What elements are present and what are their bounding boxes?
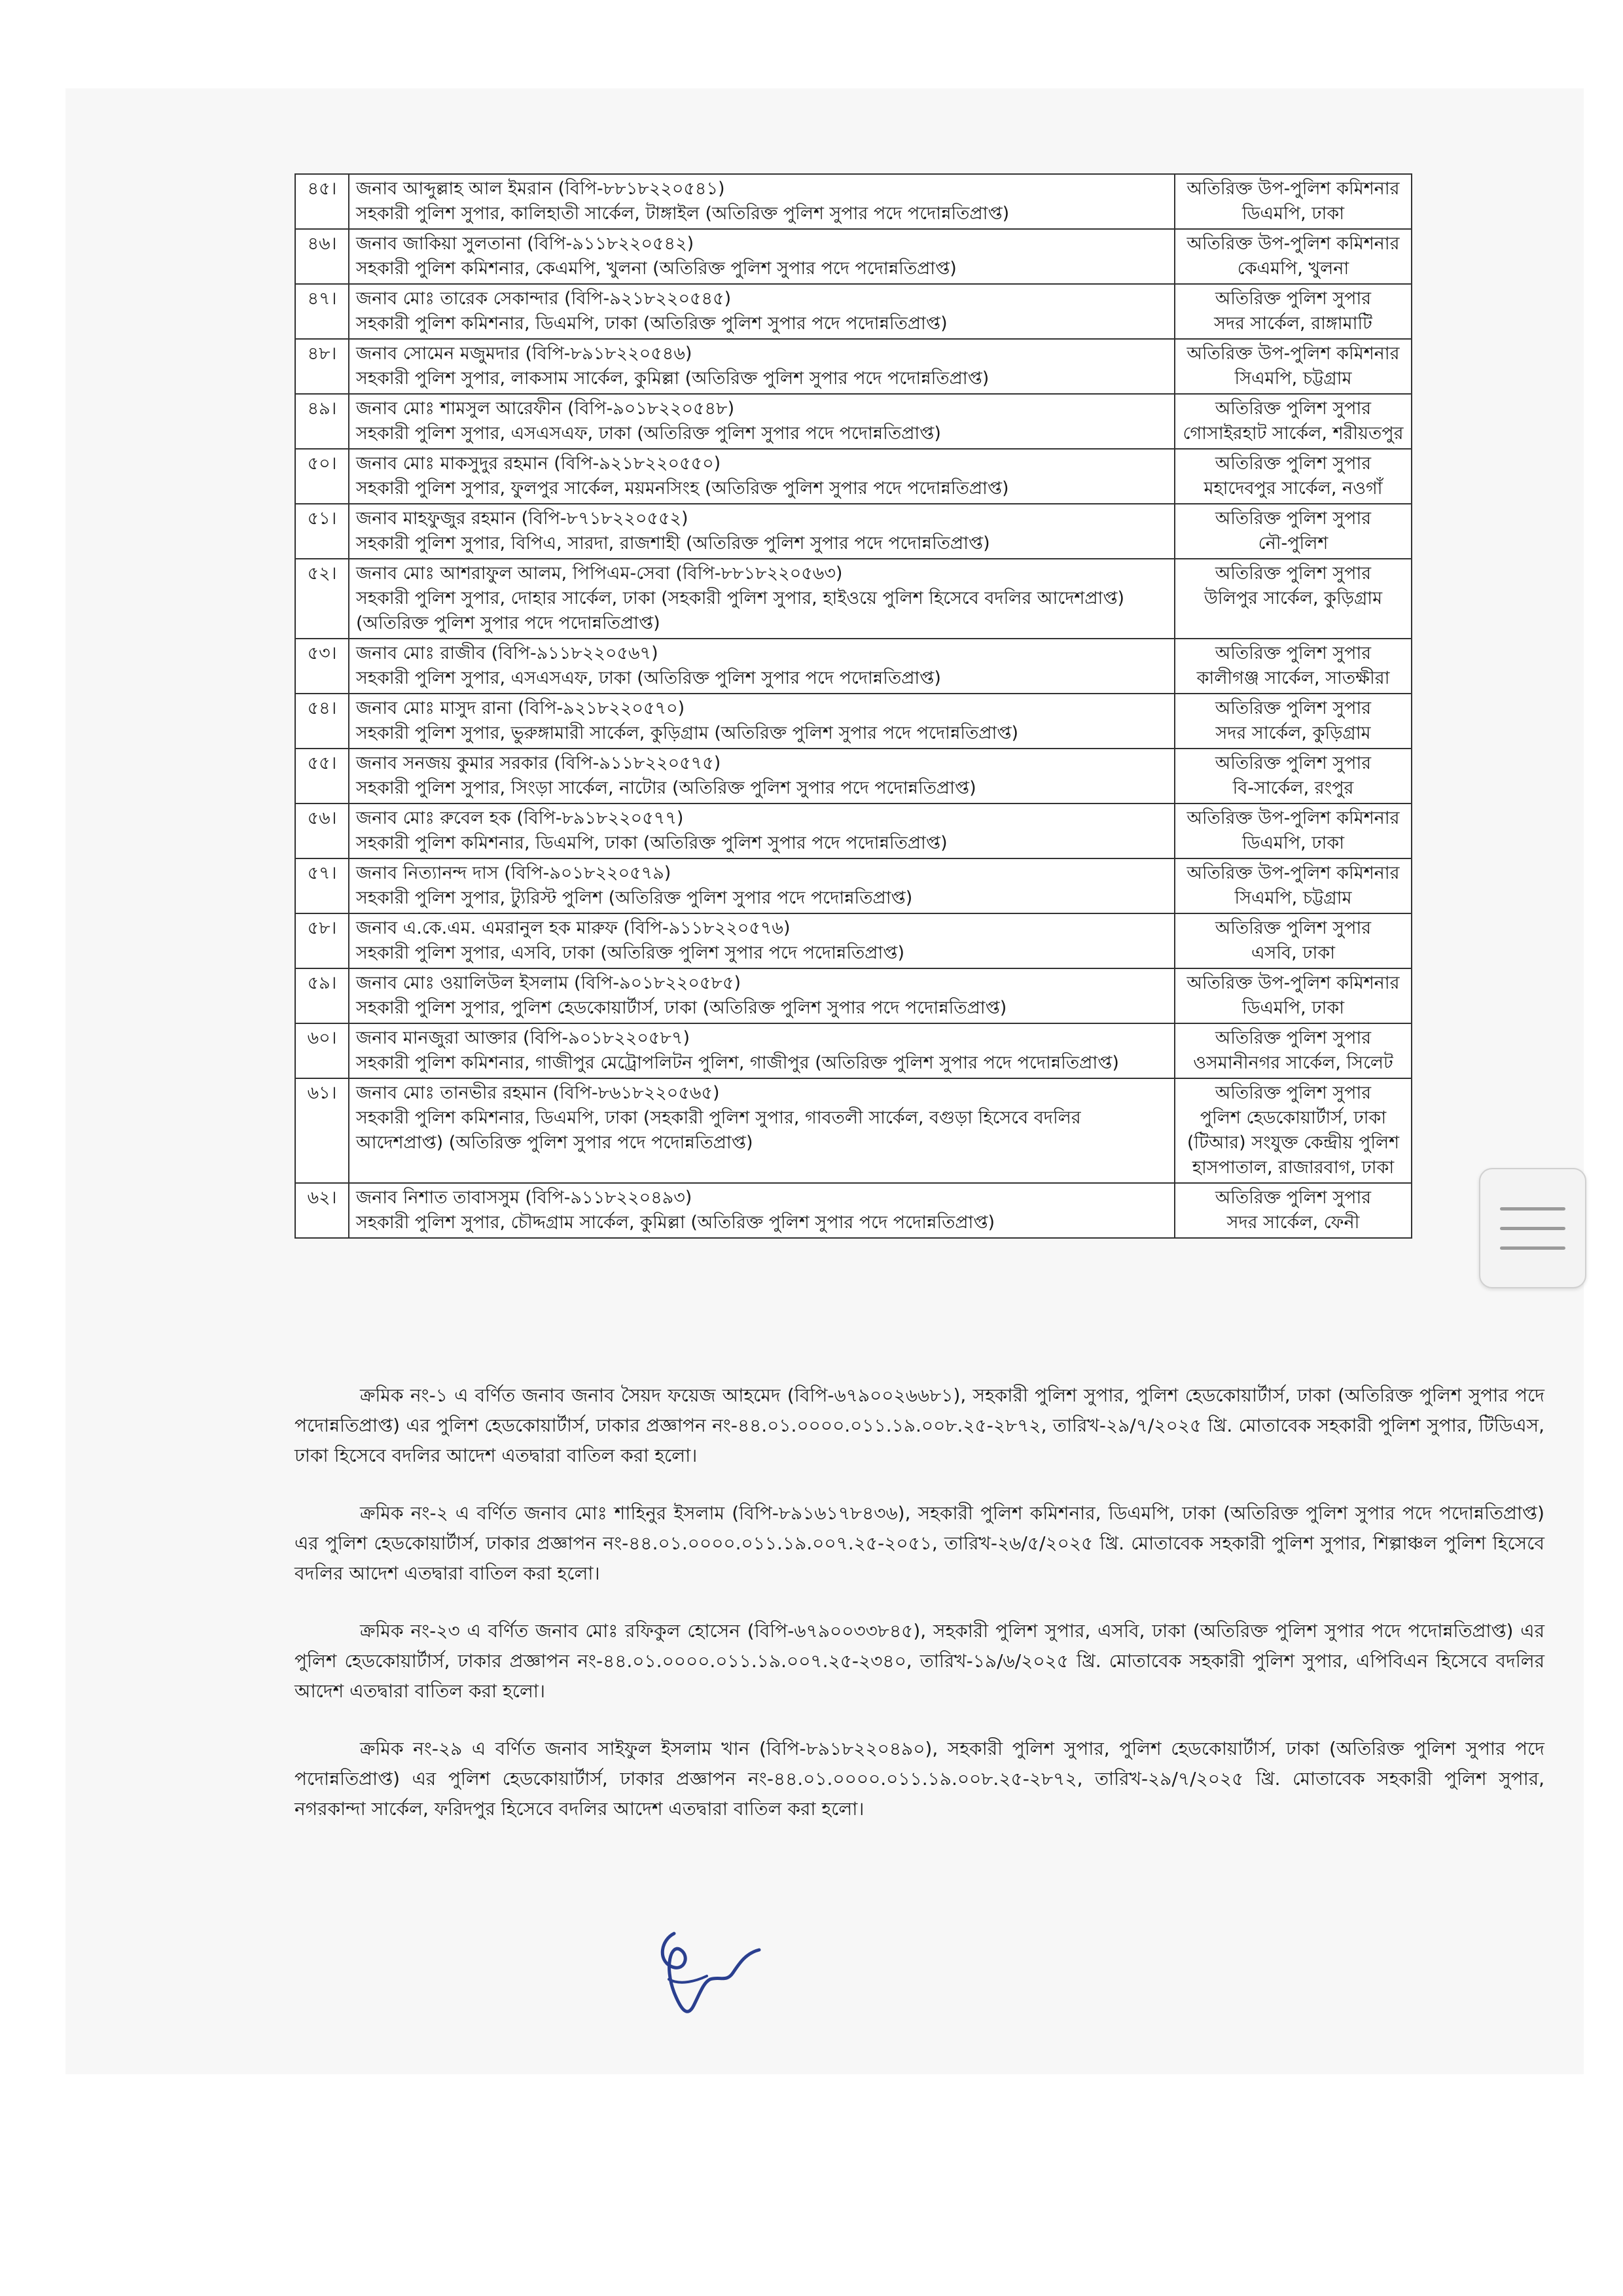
table-row [295,749,1412,804]
current-posting: সহকারী পুলিশ কমিশনার, কেএমপি, খুলনা (অতিরিক্ত পুলিশ সুপার পদে পদোন্নতিপ্রাপ্ত) [356,258,957,279]
current-posting: সহকারী পুলিশ সুপার, ট্যুরিস্ট পুলিশ (অতিরিক্ত পুলিশ সুপার পদে পদোন্নতিপ্রাপ্ত) [356,888,913,908]
new-posting-line: কালীগঞ্জ সার্কেল, সাতক্ষীরা [1196,668,1390,688]
new-posting-cell [1175,1183,1412,1238]
officer-name: জনাব নিত্যানন্দ দাস (বিপি-৯০১৮২২০৫৭৯) [356,863,671,883]
officer-description-cell [349,968,1175,1023]
officer-description-cell [349,339,1175,394]
table-body [295,174,1412,1238]
new-posting-line: অতিরিক্ত পুলিশ সুপার [1215,698,1372,718]
new-posting-line: অতিরিক্ত পুলিশ সুপার [1215,1083,1372,1103]
new-posting-line: সিএমপি, চট্টগ্রাম [1234,368,1352,389]
officer-description-cell [349,449,1175,504]
officer-name: জনাব নিশাত তাবাসসুম (বিপি-৯১১৮২২০৪৯৩) [356,1188,692,1208]
current-posting: সহকারী পুলিশ সুপার, পুলিশ হেডকোয়ার্টার্স, ঢাকা (অতিরিক্ত পুলিশ সুপার পদে পদোন্নতিপ্রাপ্ত) [356,998,1007,1018]
current-posting: সহকারী পুলিশ সুপার, বিপিএ, সারদা, রাজশাহী (অতিরিক্ত পুলিশ সুপার পদে পদোন্নতিপ্রাপ্ত) [356,533,990,554]
new-posting-cell [1175,858,1412,913]
new-posting-cell [1175,804,1412,858]
new-posting-cell [1175,339,1412,394]
officer-name: জনাব জাকিয়া সুলতানা (বিপি-৯১১৮২২০৫৪২) [356,234,694,254]
new-posting-line: অতিরিক্ত উপ-পুলিশ কমিশনার [1186,179,1400,199]
current-posting: সহকারী পুলিশ কমিশনার, ডিএমপি, ঢাকা (অতিরিক্ত পুলিশ সুপার পদে পদোন্নতিপ্রাপ্ত) [356,833,948,853]
current-posting: সহকারী পুলিশ সুপার, ভুরুঙ্গামারী সার্কেল, কুড়িগ্রাম (অতিরিক্ত পুলিশ সুপার পদে পদোন্নতিপ্রাপ্ত) [356,723,1019,743]
current-posting: সহকারী পুলিশ সুপার, সিংড়া সার্কেল, নাটোর (অতিরিক্ত পুলিশ সুপার পদে পদোন্নতিপ্রাপ্ত) [356,778,976,798]
new-posting-line: গোসাইরহাট সার্কেল, শরীয়তপুর [1183,423,1404,444]
new-posting-cell [1175,639,1412,694]
new-posting-cell [1175,449,1412,504]
current-posting: সহকারী পুলিশ কমিশনার, ডিএমপি, ঢাকা (অতিরিক্ত পুলিশ সুপার পদে পদোন্নতিপ্রাপ্ত) [356,313,948,334]
current-posting: সহকারী পুলিশ সুপার, এসএসএফ, ঢাকা (অতিরিক্ত পুলিশ সুপার পদে পদোন্নতিপ্রাপ্ত) [356,423,941,444]
table-row [295,1078,1412,1183]
serial-number-cell: ৫৯। [295,968,349,1023]
new-posting-cell [1175,1023,1412,1078]
table-row [295,1023,1412,1078]
current-posting: সহকারী পুলিশ সুপার, এসবি, ঢাকা (অতিরিক্ত পুলিশ সুপার পদে পদোন্নতিপ্রাপ্ত) [356,943,905,963]
officer-description-cell [349,1023,1175,1078]
table-row [295,229,1412,284]
new-posting-line: নৌ-পুলিশ [1258,533,1329,554]
officer-name: জনাব মোঃ মাকসুদুর রহমান (বিপি-৯২১৮২২০৫৫০) [356,453,721,474]
serial-number-cell: ৪৭। [295,284,349,339]
new-posting-line: এসবি, ঢাকা [1251,943,1336,963]
new-posting-line: সদর সার্কেল, ফেনী [1226,1212,1360,1233]
cancellation-paragraph-2: ক্রমিক নং-২ এ বর্ণিত জনাব মোঃ শাহিনুর ইসলাম (বিপি-৮৯১৬১৭৮৪৩৬), সহকারী পুলিশ কমিশনার, ডিএমপি, ঢাকা (অতিরিক্ত পুলিশ সুপার পদে পদোন্নতিপ্রাপ্ত) এর পুলিশ হেডকোয়ার্টার্স, ঢাকার প্রজ্ঞাপন নং-৪৪.০১.০০০০.০১১.১৯.০০৭.২৫-২০৫১, তারিখ-২৬/৫/২০২৫ খ্রি. মোতাবেক সহকারী পুলিশ সুপার, শিল্পাঞ্চল পুলিশ হিসেবে বদলির আদেশ এতদ্বারা বাতিল করা হলো। [294,1502,1544,1584]
officer-name: জনাব মাহফুজুর রহমান (বিপি-৮৭১৮২২০৫৫২) [356,508,688,529]
new-posting-line: বি-সার্কেল, রংপুর [1232,778,1354,798]
new-posting-line: সদর সার্কেল, রাঙ্গামাটি [1214,313,1372,334]
officer-name: জনাব মোঃ তারেক সেকান্দার (বিপি-৯২১৮২২০৫৪৫) [356,289,732,309]
new-posting-line: অতিরিক্ত পুলিশ সুপার [1215,289,1372,309]
serial-number-cell: ৪৮। [295,339,349,394]
new-posting-line: অতিরিক্ত উপ-পুলিশ কমিশনার [1186,234,1400,254]
current-posting: সহকারী পুলিশ সুপার, চৌদ্দগ্রাম সার্কেল, কুমিল্লা (অতিরিক্ত পুলিশ সুপার পদে পদোন্নতিপ্রাপ্ত) [356,1212,995,1233]
table-row [295,174,1412,229]
officer-name: জনাব সোমেন মজুমদার (বিপি-৮৯১৮২২০৫৪৬) [356,344,692,364]
current-posting: সহকারী পুলিশ সুপার, এসএসএফ, ঢাকা (অতিরিক্ত পুলিশ সুপার পদে পদোন্নতিপ্রাপ্ত) [356,668,941,688]
serial-number-cell: ৫৬। [295,804,349,858]
current-posting: সহকারী পুলিশ সুপার, দোহার সার্কেল, ঢাকা (সহকারী পুলিশ সুপার, হাইওয়ে পুলিশ হিসেবে বদলির আদেশপ্রাপ্ত) (অতিরিক্ত পুলিশ সুপার পদে পদোন্নতিপ্রাপ্ত) [356,588,1125,633]
new-posting-cell [1175,749,1412,804]
table-row [295,968,1412,1023]
cancellation-paragraph-3: ক্রমিক নং-২৩ এ বর্ণিত জনাব মোঃ রফিকুল হোসেন (বিপি-৬৭৯০০৩৩৮৪৫), সহকারী পুলিশ সুপার, এসবি, ঢাকা (অতিরিক্ত পুলিশ সুপার পদে পদোন্নতিপ্রাপ্ত) এর পুলিশ হেডকোয়ার্টার্স, ঢাকার প্রজ্ঞাপন নং-৪৪.০১.০০০০.০১১.১৯.০০৭.২৫-২৩৪০, তারিখ-১৯/৬/২০২৫ খ্রি. মোতাবেক সহকারী পুলিশ সুপার, এপিবিএন হিসেবে বদলির আদেশ এতদ্বারা বাতিল করা হলো। [294,1620,1544,1702]
table-row [295,449,1412,504]
new-posting-line: পুলিশ হেডকোয়ার্টার্স, ঢাকা (টিআর) সংযুক্ত কেন্দ্রীয় পুলিশ হাসপাতাল, রাজারবাগ, ঢাকা [1186,1108,1400,1178]
officer-name: জনাব মোঃ রুবেল হক (বিপি-৮৯১৮২২০৫৭৭) [356,808,684,828]
new-posting-line: অতিরিক্ত পুলিশ সুপার [1215,753,1372,773]
officer-name: জনাব মোঃ আশরাফুল আলম, পিপিএম-সেবা (বিপি-৮৮১৮২২০৫৬৩) [356,563,843,584]
new-posting-line: ডিএমপি, ঢাকা [1241,833,1345,853]
new-posting-line: অতিরিক্ত পুলিশ সুপার [1215,918,1372,938]
new-posting-line: অতিরিক্ত পুলিশ সুপার [1215,643,1372,663]
new-posting-cell [1175,694,1412,749]
new-posting-cell [1175,284,1412,339]
handwritten-signature [635,1920,792,2025]
transfer-order-table [294,173,1412,1239]
officer-name: জনাব সনজয় কুমার সরকার (বিপি-৯১১৮২২০৫৭৫) [356,753,721,773]
table-row [295,694,1412,749]
new-posting-line: কেএমপি, খুলনা [1237,258,1349,279]
new-posting-cell [1175,968,1412,1023]
new-posting-line: ডিএমপি, ঢাকা [1241,998,1345,1018]
current-posting: সহকারী পুলিশ সুপার, কালিহাতী সার্কেল, টাঙ্গাইল (অতিরিক্ত পুলিশ সুপার পদে পদোন্নতিপ্রাপ্ত) [356,203,1010,224]
new-posting-line: সিএমপি, চট্টগ্রাম [1234,888,1352,908]
floating-menu-button[interactable] [1479,1168,1586,1288]
officer-description-cell [349,749,1175,804]
officer-description-cell [349,913,1175,968]
serial-number-cell: ৫২। [295,559,349,639]
serial-number-cell: ৫৮। [295,913,349,968]
new-posting-line: অতিরিক্ত উপ-পুলিশ কমিশনার [1186,808,1400,828]
serial-number-cell: ৫০। [295,449,349,504]
serial-number-cell: ৫৭। [295,858,349,913]
officer-name: জনাব মোঃ তানভীর রহমান (বিপি-৮৬১৮২২০৫৬৫) [356,1083,720,1103]
officer-description-cell [349,858,1175,913]
new-posting-line: অতিরিক্ত পুলিশ সুপার [1215,1028,1372,1048]
serial-number-cell: ৪৬। [295,229,349,284]
new-posting-line: অতিরিক্ত পুলিশ সুপার [1215,563,1372,584]
officer-name: জনাব মোঃ রাজীব (বিপি-৯১১৮২২০৫৬৭) [356,643,658,663]
officer-description-cell [349,1183,1175,1238]
officer-name: জনাব মোঃ শামসুল আরেফীন (বিপি-৯০১৮২২০৫৪৮) [356,398,735,419]
cancellation-paragraph-4: ক্রমিক নং-২৯ এ বর্ণিত জনাব সাইফুল ইসলাম খান (বিপি-৮৯১৮২২০৪৯০), সহকারী পুলিশ সুপার, পুলিশ হেডকোয়ার্টার্স, ঢাকা (অতিরিক্ত পুলিশ সুপার পদে পদোন্নতিপ্রাপ্ত) এর পুলিশ হেডকোয়ার্টার্স, ঢাকার প্রজ্ঞাপন নং-৪৪.০১.০০০০.০১১.১৯.০০৮.২৫-২৮৭২, তারিখ-২৯/৭/২০২৫ খ্রি. মোতাবেক সহকারী পুলিশ সুপার, নগরকান্দা সার্কেল, ফরিদপুর হিসেবে বদলির আদেশ এতদ্বারা বাতিল করা হলো। [294,1738,1544,1820]
new-posting-cell [1175,1078,1412,1183]
officer-name: জনাব এ.কে.এম. এমরানুল হক মারুফ (বিপি-৯১১৮২২০৫৭৬) [356,918,791,938]
table-row [295,504,1412,559]
serial-number-cell: ৫১। [295,504,349,559]
table-row [295,804,1412,858]
officer-name: জনাব আব্দুল্লাহ আল ইমরান (বিপি-৮৮১৮২২০৫৪১) [356,179,725,199]
officer-name: জনাব মানজুরা আক্তার (বিপি-৯০১৮২২০৫৮৭) [356,1028,690,1048]
new-posting-cell [1175,504,1412,559]
officer-description-cell [349,284,1175,339]
current-posting: সহকারী পুলিশ সুপার, ফুলপুর সার্কেল, ময়মনসিংহ (অতিরিক্ত পুলিশ সুপার পদে পদোন্নতিপ্রাপ্ত) [356,478,1009,499]
serial-number-cell: ৫৪। [295,694,349,749]
serial-number-cell: ৬০। [295,1023,349,1078]
officer-description-cell [349,694,1175,749]
officer-name: জনাব মোঃ ওয়ালিউল ইসলাম (বিপি-৯০১৮২২০৫৮৫) [356,973,741,993]
new-posting-cell [1175,559,1412,639]
cancellation-paragraph-1: ক্রমিক নং-১ এ বর্ণিত জনাব জনাব সৈয়দ ফয়েজ আহমেদ (বিপি-৬৭৯০০২৬৬৮১), সহকারী পুলিশ সুপার, পুলিশ হেডকোয়ার্টার্স, ঢাকা (অতিরিক্ত পুলিশ সুপার পদে পদোন্নতিপ্রাপ্ত) এর পুলিশ হেডকোয়ার্টার্স, ঢাকার প্রজ্ঞাপন নং-৪৪.০১.০০০০.০১১.১৯.০০৮.২৫-২৮৭২, তারিখ-২৯/৭/২০২৫ খ্রি. মোতাবেক সহকারী পুলিশ সুপার, টিডিএস, ঢাকা হিসেবে বদলির আদেশ এতদ্বারা বাতিল করা হলো। [294,1385,1544,1466]
document-page [65,88,1584,2074]
serial-number-cell: ৫৩। [295,639,349,694]
new-posting-cell [1175,229,1412,284]
new-posting-line: সদর সার্কেল, কুড়িগ্রাম [1215,723,1371,743]
officer-name: জনাব মোঃ মাসুদ রানা (বিপি-৯২১৮২২০৫৭০) [356,698,685,718]
serial-number-cell: ৪৯। [295,394,349,449]
officer-description-cell [349,639,1175,694]
new-posting-line: অতিরিক্ত পুলিশ সুপার [1215,508,1372,529]
new-posting-line: অতিরিক্ত পুলিশ সুপার [1215,398,1372,419]
serial-number-cell: ৬২। [295,1183,349,1238]
new-posting-line: উলিপুর সার্কেল, কুড়িগ্রাম [1204,588,1383,609]
new-posting-line: অতিরিক্ত উপ-পুলিশ কমিশনার [1186,973,1400,993]
table-row [295,394,1412,449]
current-posting: সহকারী পুলিশ সুপার, লাকসাম সার্কেল, কুমিল্লা (অতিরিক্ত পুলিশ সুপার পদে পদোন্নতিপ্রাপ্ত) [356,368,990,389]
new-posting-cell [1175,394,1412,449]
new-posting-line: অতিরিক্ত উপ-পুলিশ কমিশনার [1186,344,1400,364]
table-row [295,913,1412,968]
table-row [295,858,1412,913]
officer-description-cell [349,804,1175,858]
officer-description-cell [349,504,1175,559]
table-row [295,284,1412,339]
table-row [295,559,1412,639]
new-posting-line: অতিরিক্ত পুলিশ সুপার [1215,453,1372,474]
table-row [295,639,1412,694]
new-posting-line: অতিরিক্ত উপ-পুলিশ কমিশনার [1186,863,1400,883]
serial-number-cell: ৪৫। [295,174,349,229]
officer-description-cell [349,229,1175,284]
new-posting-cell [1175,174,1412,229]
new-posting-line: ডিএমপি, ঢাকা [1241,203,1345,224]
new-posting-line: ওসমানীনগর সার্কেল, সিলেট [1193,1053,1393,1073]
officer-description-cell [349,1078,1175,1183]
officer-description-cell [349,394,1175,449]
serial-number-cell: ৫৫। [295,749,349,804]
table-row [295,339,1412,394]
officer-description-cell [349,559,1175,639]
table-row [295,1183,1412,1238]
officer-description-cell [349,174,1175,229]
current-posting: সহকারী পুলিশ কমিশনার, ডিএমপি, ঢাকা (সহকারী পুলিশ সুপার, গাবতলী সার্কেল, বগুড়া হিসেবে বদলির আদেশপ্রাপ্ত) (অতিরিক্ত পুলিশ সুপার পদে পদোন্নতিপ্রাপ্ত) [356,1108,1081,1153]
new-posting-cell [1175,913,1412,968]
new-posting-line: অতিরিক্ত পুলিশ সুপার [1215,1188,1372,1208]
new-posting-line: মহাদেবপুর সার্কেল, নওগাঁ [1204,478,1383,499]
current-posting: সহকারী পুলিশ কমিশনার, গাজীপুর মেট্রোপলিটন পুলিশ, গাজীপুর (অতিরিক্ত পুলিশ সুপার পদে পদোন্নতিপ্রাপ্ত) [356,1053,1119,1073]
serial-number-cell: ৬১। [295,1078,349,1183]
